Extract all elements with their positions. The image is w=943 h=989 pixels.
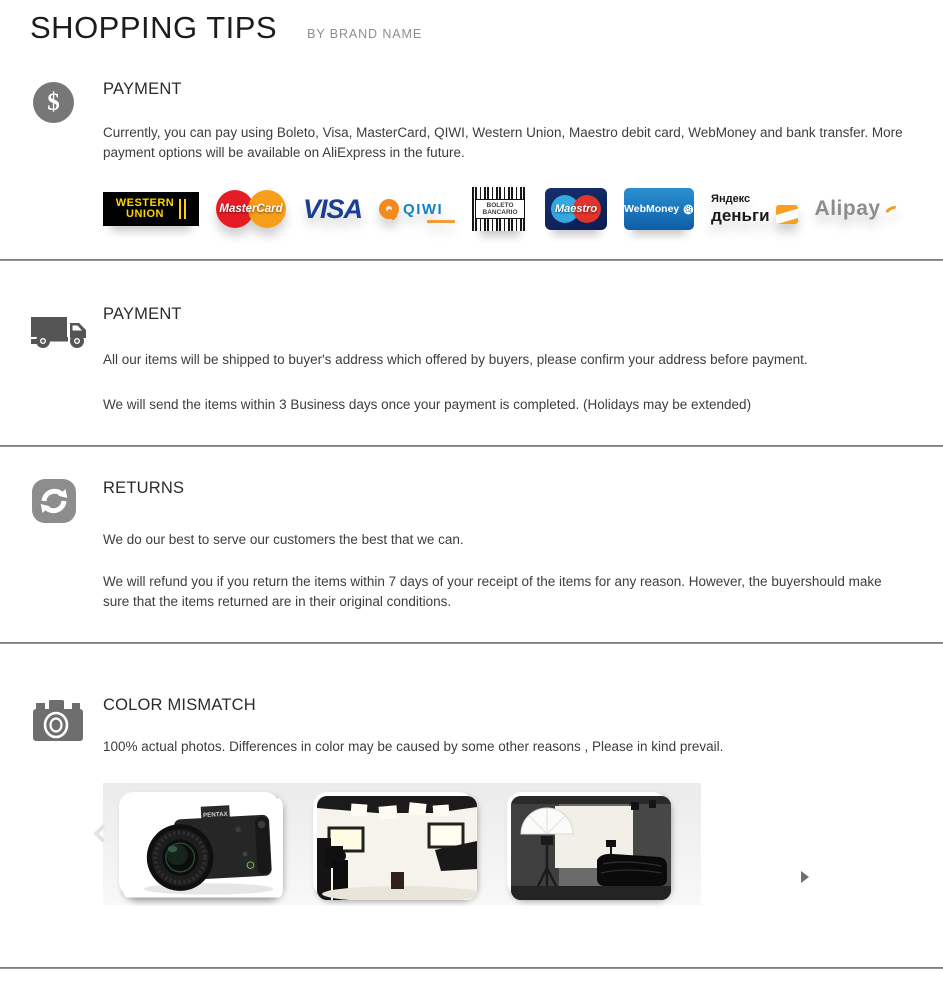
section-paragraph: We do our best to serve our customers the best that we can.	[103, 532, 464, 547]
qiwi-q-icon	[379, 199, 399, 219]
dollar-icon	[33, 82, 74, 123]
maestro-label: Maestro	[554, 203, 598, 215]
section-paragraph: All our items will be shipped to buyer's address which offered by buyers, please confirm your address before payment.	[103, 352, 808, 367]
western-union-label: WESTERN UNION	[115, 197, 175, 220]
webmoney-logo	[624, 188, 694, 230]
carousel-next-icon[interactable]	[801, 871, 809, 883]
photo-studio-lighting	[507, 792, 667, 896]
photo-carousel	[103, 783, 701, 905]
visa-label: VISA	[303, 193, 363, 224]
section-paragraph: Currently, you can pay using Boleto, Visa, MasterCard, QIWI, Western Union, Maestro debit card, WebMoney and bank transfer. More payment options will be available on AliExpress in the future.	[103, 125, 903, 160]
section-returns	[0, 479, 943, 642]
photo-camera	[119, 792, 279, 896]
alipay-logo	[815, 197, 899, 221]
section-divider	[0, 259, 943, 261]
camera-brand-label: PENTAX	[202, 810, 228, 820]
section-title: COLOR MISMATCH	[103, 696, 256, 714]
section-icon-column	[30, 479, 103, 612]
yandex-money-label: Яндекс деньги	[711, 193, 770, 225]
section-icon-column	[30, 305, 103, 415]
section-paragraph: We will send the items within 3 Business days once your payment is completed. (Holidays may be extended)	[103, 397, 752, 412]
section-icon-column	[30, 80, 103, 231]
mastercard-logo	[216, 187, 286, 231]
maestro-logo	[545, 188, 607, 230]
section-divider	[0, 642, 943, 644]
section-payment-methods	[0, 80, 943, 259]
truck-icon	[30, 310, 90, 352]
webmoney-label: WebMoney	[624, 203, 680, 215]
boleto-logo	[472, 187, 528, 231]
section-title: PAYMENT	[103, 305, 182, 323]
visa-logo	[303, 194, 362, 225]
brand-byline: BY BRAND NAME	[307, 27, 423, 41]
camera-icon	[32, 698, 84, 744]
western-union-logo	[103, 192, 199, 226]
qiwi-label: QIWI	[403, 201, 444, 218]
section-divider	[0, 445, 943, 447]
section-icon-column	[30, 696, 103, 905]
mastercard-label: MasterCard	[219, 203, 283, 215]
qiwi-logo	[379, 195, 455, 223]
footer-whitespace	[0, 969, 943, 983]
qiwi-subtext-bar	[427, 220, 455, 223]
page-header	[0, 0, 943, 46]
boleto-label: BOLETO BANCARIO	[475, 199, 525, 219]
section-title: PAYMENT	[103, 80, 182, 98]
yandex-wallet-icon	[776, 205, 798, 224]
alipay-swoosh-icon	[882, 203, 901, 220]
yandex-money-logo	[711, 194, 798, 224]
photo-studio-backdrop	[313, 792, 473, 896]
webmoney-globe-icon	[683, 200, 694, 219]
section-shipping	[0, 305, 943, 445]
western-union-bars	[179, 199, 186, 219]
section-paragraph: We will refund you if you return the items within 7 days of your receipt of the items for any reason. However, the buyershould make sure that the items returned are in their original conditions.	[103, 574, 882, 609]
returns-refresh-icon	[32, 479, 76, 523]
alipay-label: Alipay	[814, 197, 881, 220]
payment-logos-row	[103, 187, 909, 231]
page-title: SHOPPING TIPS	[30, 10, 278, 45]
section-paragraph: 100% actual photos. Differences in color may be caused by some other reasons , Please in kind prevail.	[103, 739, 724, 754]
section-title: RETURNS	[103, 479, 185, 497]
section-color-mismatch	[0, 696, 943, 967]
dollar-glyph: $	[47, 88, 60, 116]
